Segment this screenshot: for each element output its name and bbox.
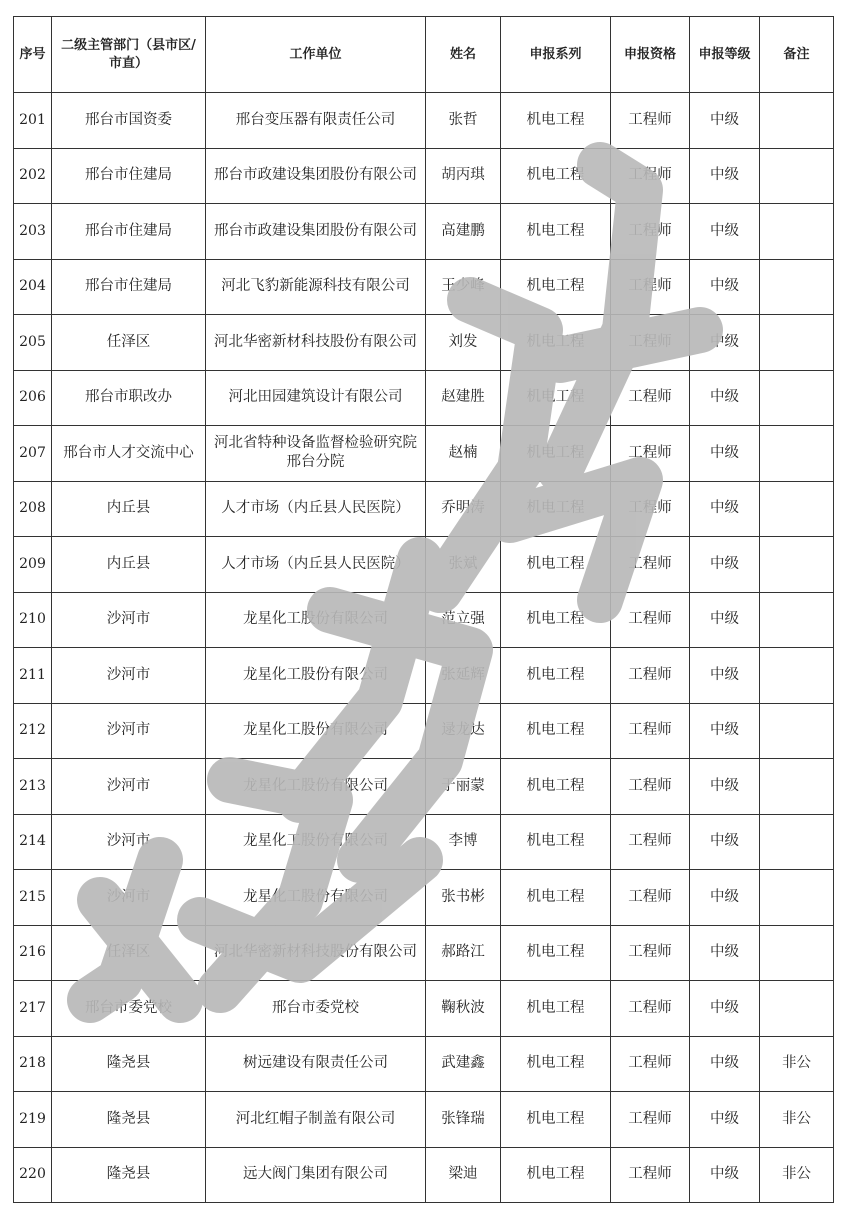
cell-remark: 非公 bbox=[760, 1092, 834, 1148]
cell-department: 任泽区 bbox=[52, 925, 206, 981]
cell-department: 沙河市 bbox=[52, 703, 206, 759]
cell-work-unit: 龙星化工股份有限公司 bbox=[206, 592, 426, 648]
cell-name: 张哲 bbox=[426, 93, 501, 149]
cell-seq: 203 bbox=[14, 204, 52, 260]
cell-qualification: 工程师 bbox=[611, 426, 690, 482]
cell-level: 中级 bbox=[690, 148, 760, 204]
cell-name: 郝路江 bbox=[426, 925, 501, 981]
cell-name: 张斌 bbox=[426, 537, 501, 593]
cell-department: 内丘县 bbox=[52, 537, 206, 593]
cell-department: 邢台市职改办 bbox=[52, 370, 206, 426]
header-department: 二级主管部门（县市区/市直） bbox=[52, 17, 206, 93]
cell-department: 邢台市住建局 bbox=[52, 148, 206, 204]
header-qualification: 申报资格 bbox=[611, 17, 690, 93]
cell-qualification: 工程师 bbox=[611, 870, 690, 926]
cell-department: 沙河市 bbox=[52, 648, 206, 704]
cell-seq: 219 bbox=[14, 1092, 52, 1148]
cell-remark: 非公 bbox=[760, 1147, 834, 1203]
cell-work-unit: 河北华密新材科技股份有限公司 bbox=[206, 315, 426, 371]
cell-remark bbox=[760, 315, 834, 371]
cell-series: 机电工程 bbox=[501, 925, 611, 981]
cell-department: 隆尧县 bbox=[52, 1092, 206, 1148]
table-row bbox=[14, 93, 834, 149]
cell-name: 张锋瑞 bbox=[426, 1092, 501, 1148]
cell-seq: 209 bbox=[14, 537, 52, 593]
cell-series: 机电工程 bbox=[501, 426, 611, 482]
cell-work-unit: 邢台市政建设集团股份有限公司 bbox=[206, 148, 426, 204]
cell-remark bbox=[760, 703, 834, 759]
cell-work-unit: 龙星化工股份有限公司 bbox=[206, 648, 426, 704]
cell-work-unit: 河北华密新材科技股份有限公司 bbox=[206, 925, 426, 981]
cell-work-unit: 树远建设有限责任公司 bbox=[206, 1036, 426, 1092]
cell-level: 中级 bbox=[690, 1092, 760, 1148]
cell-qualification: 工程师 bbox=[611, 481, 690, 537]
cell-remark bbox=[760, 426, 834, 482]
cell-work-unit: 龙星化工股份有限公司 bbox=[206, 870, 426, 926]
table-row bbox=[14, 315, 834, 371]
cell-name: 李博 bbox=[426, 814, 501, 870]
table-row bbox=[14, 204, 834, 260]
cell-name: 鞠秋波 bbox=[426, 981, 501, 1037]
header-work-unit: 工作单位 bbox=[206, 17, 426, 93]
cell-department: 邢台市委党校 bbox=[52, 981, 206, 1037]
cell-name: 胡丙琪 bbox=[426, 148, 501, 204]
cell-remark: 非公 bbox=[760, 1036, 834, 1092]
cell-work-unit: 人才市场（内丘县人民医院） bbox=[206, 481, 426, 537]
header-name: 姓名 bbox=[426, 17, 501, 93]
cell-seq: 213 bbox=[14, 759, 52, 815]
cell-seq: 210 bbox=[14, 592, 52, 648]
cell-qualification: 工程师 bbox=[611, 537, 690, 593]
table-body bbox=[14, 93, 834, 1203]
cell-qualification: 工程师 bbox=[611, 814, 690, 870]
cell-remark bbox=[760, 759, 834, 815]
cell-level: 中级 bbox=[690, 93, 760, 149]
table-row bbox=[14, 481, 834, 537]
cell-name: 张延辉 bbox=[426, 648, 501, 704]
cell-series: 机电工程 bbox=[501, 648, 611, 704]
cell-remark bbox=[760, 592, 834, 648]
cell-qualification: 工程师 bbox=[611, 981, 690, 1037]
cell-level: 中级 bbox=[690, 759, 760, 815]
cell-remark bbox=[760, 259, 834, 315]
cell-seq: 216 bbox=[14, 925, 52, 981]
table-row bbox=[14, 426, 834, 482]
cell-level: 中级 bbox=[690, 870, 760, 926]
cell-series: 机电工程 bbox=[501, 703, 611, 759]
cell-work-unit: 远大阀门集团有限公司 bbox=[206, 1147, 426, 1203]
cell-series: 机电工程 bbox=[501, 981, 611, 1037]
cell-seq: 215 bbox=[14, 870, 52, 926]
cell-seq: 208 bbox=[14, 481, 52, 537]
cell-name: 梁迪 bbox=[426, 1147, 501, 1203]
table-row bbox=[14, 592, 834, 648]
cell-work-unit: 龙星化工股份有限公司 bbox=[206, 759, 426, 815]
cell-qualification: 工程师 bbox=[611, 703, 690, 759]
table-row bbox=[14, 370, 834, 426]
cell-department: 隆尧县 bbox=[52, 1147, 206, 1203]
cell-name: 逯龙达 bbox=[426, 703, 501, 759]
cell-department: 邢台市人才交流中心 bbox=[52, 426, 206, 482]
cell-series: 机电工程 bbox=[501, 1036, 611, 1092]
cell-qualification: 工程师 bbox=[611, 315, 690, 371]
cell-work-unit: 邢台市政建设集团股份有限公司 bbox=[206, 204, 426, 260]
cell-level: 中级 bbox=[690, 426, 760, 482]
cell-series: 机电工程 bbox=[501, 481, 611, 537]
cell-seq: 202 bbox=[14, 148, 52, 204]
cell-series: 机电工程 bbox=[501, 870, 611, 926]
cell-name: 赵楠 bbox=[426, 426, 501, 482]
cell-series: 机电工程 bbox=[501, 148, 611, 204]
cell-work-unit: 邢台变压器有限责任公司 bbox=[206, 93, 426, 149]
cell-qualification: 工程师 bbox=[611, 93, 690, 149]
cell-level: 中级 bbox=[690, 259, 760, 315]
cell-level: 中级 bbox=[690, 537, 760, 593]
cell-level: 中级 bbox=[690, 981, 760, 1037]
cell-seq: 211 bbox=[14, 648, 52, 704]
cell-work-unit: 河北田园建筑设计有限公司 bbox=[206, 370, 426, 426]
cell-name: 王少峰 bbox=[426, 259, 501, 315]
cell-level: 中级 bbox=[690, 648, 760, 704]
cell-seq: 206 bbox=[14, 370, 52, 426]
table-header-row bbox=[14, 17, 834, 93]
header-remark: 备注 bbox=[760, 17, 834, 93]
cell-qualification: 工程师 bbox=[611, 1147, 690, 1203]
cell-remark bbox=[760, 981, 834, 1037]
cell-seq: 218 bbox=[14, 1036, 52, 1092]
table-row bbox=[14, 870, 834, 926]
header-level: 申报等级 bbox=[690, 17, 760, 93]
cell-qualification: 工程师 bbox=[611, 204, 690, 260]
cell-series: 机电工程 bbox=[501, 814, 611, 870]
cell-seq: 201 bbox=[14, 93, 52, 149]
cell-seq: 205 bbox=[14, 315, 52, 371]
table-row bbox=[14, 648, 834, 704]
cell-qualification: 工程师 bbox=[611, 148, 690, 204]
cell-department: 沙河市 bbox=[52, 814, 206, 870]
cell-level: 中级 bbox=[690, 481, 760, 537]
table-row bbox=[14, 148, 834, 204]
cell-level: 中级 bbox=[690, 703, 760, 759]
cell-remark bbox=[760, 648, 834, 704]
table-row bbox=[14, 759, 834, 815]
cell-name: 刘发 bbox=[426, 315, 501, 371]
cell-remark bbox=[760, 870, 834, 926]
cell-remark bbox=[760, 925, 834, 981]
cell-name: 乔明涛 bbox=[426, 481, 501, 537]
cell-department: 沙河市 bbox=[52, 870, 206, 926]
cell-level: 中级 bbox=[690, 592, 760, 648]
table-row bbox=[14, 259, 834, 315]
cell-name: 赵建胜 bbox=[426, 370, 501, 426]
table-row bbox=[14, 925, 834, 981]
cell-level: 中级 bbox=[690, 370, 760, 426]
cell-qualification: 工程师 bbox=[611, 648, 690, 704]
cell-series: 机电工程 bbox=[501, 315, 611, 371]
cell-department: 内丘县 bbox=[52, 481, 206, 537]
cell-work-unit: 龙星化工股份有限公司 bbox=[206, 814, 426, 870]
cell-qualification: 工程师 bbox=[611, 759, 690, 815]
cell-department: 邢台市住建局 bbox=[52, 259, 206, 315]
cell-seq: 214 bbox=[14, 814, 52, 870]
cell-remark bbox=[760, 204, 834, 260]
cell-remark bbox=[760, 481, 834, 537]
cell-series: 机电工程 bbox=[501, 537, 611, 593]
header-seq: 序号 bbox=[14, 17, 52, 93]
cell-department: 邢台市国资委 bbox=[52, 93, 206, 149]
cell-series: 机电工程 bbox=[501, 370, 611, 426]
cell-seq: 207 bbox=[14, 426, 52, 482]
cell-series: 机电工程 bbox=[501, 1092, 611, 1148]
table-row bbox=[14, 703, 834, 759]
cell-department: 沙河市 bbox=[52, 759, 206, 815]
cell-level: 中级 bbox=[690, 925, 760, 981]
header-series: 申报系列 bbox=[501, 17, 611, 93]
table-row bbox=[14, 537, 834, 593]
cell-series: 机电工程 bbox=[501, 1147, 611, 1203]
cell-level: 中级 bbox=[690, 1036, 760, 1092]
cell-series: 机电工程 bbox=[501, 592, 611, 648]
cell-work-unit: 邢台市委党校 bbox=[206, 981, 426, 1037]
cell-qualification: 工程师 bbox=[611, 1092, 690, 1148]
cell-remark bbox=[760, 537, 834, 593]
cell-department: 沙河市 bbox=[52, 592, 206, 648]
cell-work-unit: 人才市场（内丘县人民医院） bbox=[206, 537, 426, 593]
cell-level: 中级 bbox=[690, 1147, 760, 1203]
cell-level: 中级 bbox=[690, 315, 760, 371]
cell-level: 中级 bbox=[690, 204, 760, 260]
cell-remark bbox=[760, 814, 834, 870]
cell-name: 范立强 bbox=[426, 592, 501, 648]
cell-qualification: 工程师 bbox=[611, 259, 690, 315]
table-row bbox=[14, 1147, 834, 1203]
cell-series: 机电工程 bbox=[501, 759, 611, 815]
cell-seq: 220 bbox=[14, 1147, 52, 1203]
cell-name: 张书彬 bbox=[426, 870, 501, 926]
cell-qualification: 工程师 bbox=[611, 370, 690, 426]
cell-department: 隆尧县 bbox=[52, 1036, 206, 1092]
cell-qualification: 工程师 bbox=[611, 592, 690, 648]
cell-remark bbox=[760, 370, 834, 426]
cell-level: 中级 bbox=[690, 814, 760, 870]
cell-remark bbox=[760, 148, 834, 204]
cell-work-unit: 河北飞豹新能源科技有限公司 bbox=[206, 259, 426, 315]
table-row bbox=[14, 981, 834, 1037]
cell-seq: 217 bbox=[14, 981, 52, 1037]
cell-name: 于丽蒙 bbox=[426, 759, 501, 815]
cell-work-unit: 河北红帽子制盖有限公司 bbox=[206, 1092, 426, 1148]
cell-seq: 204 bbox=[14, 259, 52, 315]
cell-name: 高建鹏 bbox=[426, 204, 501, 260]
cell-series: 机电工程 bbox=[501, 204, 611, 260]
cell-series: 机电工程 bbox=[501, 259, 611, 315]
applicant-table bbox=[13, 16, 834, 1203]
table-row bbox=[14, 814, 834, 870]
table-row bbox=[14, 1036, 834, 1092]
cell-qualification: 工程师 bbox=[611, 1036, 690, 1092]
cell-department: 邢台市住建局 bbox=[52, 204, 206, 260]
cell-remark bbox=[760, 93, 834, 149]
cell-department: 任泽区 bbox=[52, 315, 206, 371]
cell-name: 武建鑫 bbox=[426, 1036, 501, 1092]
cell-seq: 212 bbox=[14, 703, 52, 759]
cell-qualification: 工程师 bbox=[611, 925, 690, 981]
table-row bbox=[14, 1092, 834, 1148]
cell-work-unit: 河北省特种设备监督检验研究院邢台分院 bbox=[206, 426, 426, 482]
cell-work-unit: 龙星化工股份有限公司 bbox=[206, 703, 426, 759]
cell-series: 机电工程 bbox=[501, 93, 611, 149]
